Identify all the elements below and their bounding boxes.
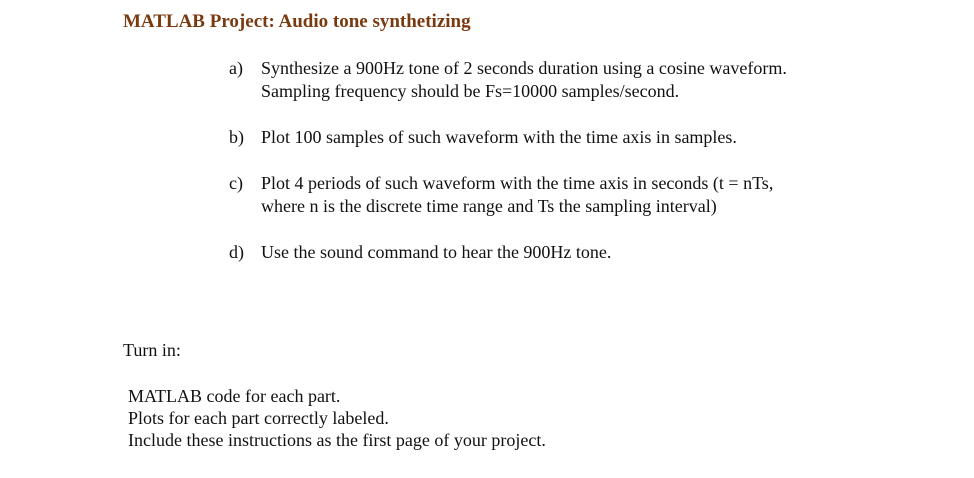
task-text: Plot 4 periods of such waveform with the time axis in seconds (t = nTs, <box>261 173 774 193</box>
task-letter: d) <box>229 242 244 262</box>
turn-in-list <box>128 385 546 451</box>
task-letter: a) <box>229 58 243 78</box>
task-list <box>229 57 929 287</box>
turn-in-item: Include these instructions as the first page of your project. <box>128 430 546 450</box>
task-text: Use the sound command to hear the 900Hz tone. <box>261 242 612 262</box>
task-text: where n is the discrete time range and Ts the sampling interval) <box>261 196 717 216</box>
task-text: Synthesize a 900Hz tone of 2 seconds duration using a cosine waveform. <box>261 58 787 78</box>
turn-in-heading: Turn in: <box>123 340 181 360</box>
task-text: Sampling frequency should be Fs=10000 samples/second. <box>261 81 680 101</box>
task-item-d <box>229 241 929 264</box>
task-letter: b) <box>229 127 244 147</box>
task-item-c <box>229 172 929 218</box>
task-text: Plot 100 samples of such waveform with the time axis in samples. <box>261 127 737 147</box>
task-item-a <box>229 57 929 103</box>
task-item-b <box>229 126 929 149</box>
turn-in-item: MATLAB code for each part. <box>128 386 341 406</box>
turn-in-item: Plots for each part correctly labeled. <box>128 408 389 428</box>
page-title: MATLAB Project: Audio tone synthetizing <box>123 11 471 32</box>
task-letter: c) <box>229 173 243 193</box>
